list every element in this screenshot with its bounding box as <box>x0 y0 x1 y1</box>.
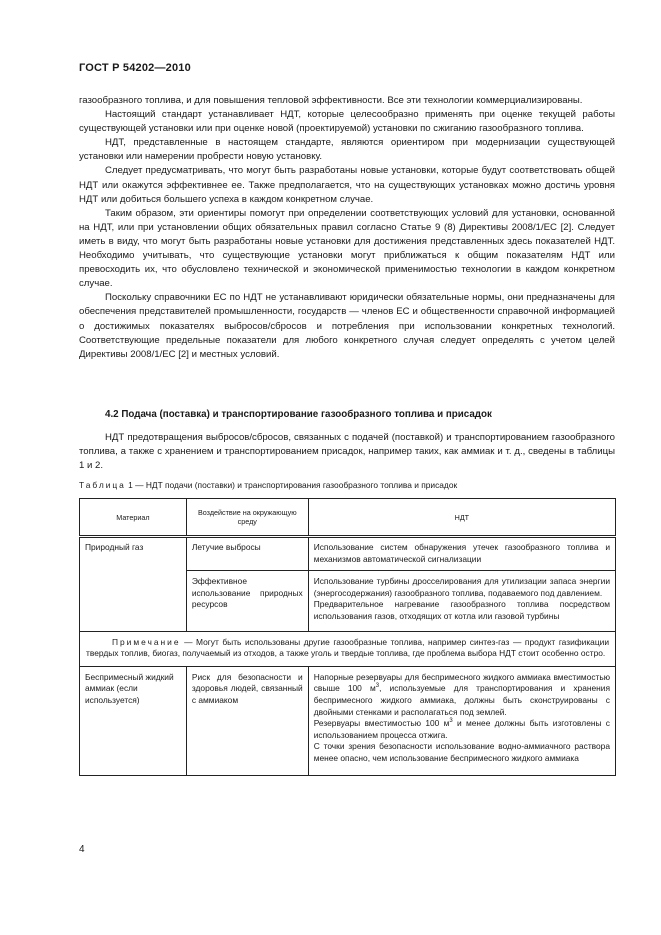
table-row-gas-1 <box>80 537 616 571</box>
header-material: Материал <box>80 499 187 537</box>
header-ndt: НДТ <box>308 499 615 537</box>
paragraph-new-installations: Следует предусматривать, что могут быть разработаны новые установки, которые будут соответствовать общей НДТ или окажутся эффективнее ее. Также предполагается, что на существующих установках можно достичь уровня НДТ или добиться большего успеха в каждом конкретном случае. <box>79 165 615 205</box>
cell-gas-impact-2: Эффективное использование природных ресурсов <box>186 571 308 631</box>
paragraph-ndt-guideline: НДТ, представленные в настоящем стандарте, являются ориентиром при модернизации существующей установки или намерении пробрести новую установку. <box>79 137 615 163</box>
paragraph-continuation: газообразного топлива, и для повышения тепловой эффективности. Все эти технологии коммерциализированы. <box>79 95 583 106</box>
cell-ammonia-impact: Риск для безопасности и здоровья людей, связанный с аммиаком <box>186 666 308 775</box>
table-caption-label: Таблица <box>79 480 126 490</box>
section-text <box>79 431 615 473</box>
cell-gas-material: Природный газ <box>80 537 187 632</box>
section-heading: 4.2 Подача (поставка) и транспортирование газообразного топлива и присадок <box>105 409 492 420</box>
ammonia-ndt-b-sup: 3 <box>449 718 453 725</box>
cell-gas-ndt-1: Использование систем обнаружения утечек газообразного топлива и механизмов автоматической сигнализации <box>308 537 615 571</box>
document-header: ГОСТ Р 54202—2010 <box>79 62 191 74</box>
paragraph-standard-scope: Настоящий стандарт устанавливает НДТ, которые целесообразно применять при оценке текущей работы существующей установки или при оценке новой (проектируемой) установки по сжиганию газообразного топлива. <box>79 109 615 135</box>
ammonia-ndt-b-text-end: и менее должны быть изготовлены с использованием процесса отжига. <box>313 718 610 740</box>
table-note <box>80 631 616 666</box>
table-row-ammonia <box>80 666 616 775</box>
ammonia-ndt-a-text-end: , используемые для транспортирования и хранения беспримесного жидкого аммиака, должны быть сконструированы с двойными стенками и располагаться под землей. <box>313 683 610 717</box>
ammonia-ndt-solution: С точки зрения безопасности использование водно-аммиачного раствора менее опасно, чем использование беспримесного жидкого аммиака <box>313 741 610 763</box>
paragraph-conditions: Таким образом, эти ориентиры помогут при определении соответствующих условий для установки, основанной на НДТ, или при установлении общих обязательных правил согласно Статье 9 (8) Директивы 2008/1/ЕС [2]. Следует иметь в виду, что могут быть разработаны новые установки для достижения представленных здесь показателей НДТ. Необходимо учитывать, что существующие установки могут приближаться к общим показателям НДТ или превосходить их, что обусловлено технической и экономической применимостью технологии в каждом конкретном случае. <box>79 207 615 290</box>
gas-ndt-preheating: Предварительное нагревание газообразного топлива посредством использования газов, отходящих от котла или газовой турбины <box>313 599 610 621</box>
table-header-row <box>80 499 616 537</box>
note-label: Примечание <box>112 636 181 647</box>
table-caption <box>79 480 457 490</box>
cell-gas-ndt-2 <box>308 571 615 631</box>
ndt-table <box>79 498 616 776</box>
ammonia-ndt-b-text: Резервуары вместимостью 100 м <box>313 718 450 729</box>
cell-ammonia-material: Беспримесный жидкий аммиак (если используется) <box>80 666 187 775</box>
cell-gas-impact-1: Летучие выбросы <box>186 537 308 571</box>
paragraph-eu-references: Поскольку справочники ЕС по НДТ не устанавливают юридически обязательные нормы, они предназначены для обеспечения представителей промышленности, государств — членов ЕС и общественности справочной информацией о достижимых показателях выбросов/сбросов и потребления при использовании конкретных технологий. Соответствующие предельные показатели для любого конкретного случая следует определять с учетом целей Директивы 2008/1/ЕС [2] и местных условий. <box>79 292 615 360</box>
gas-ndt-turbine: Использование турбины дросселирования для утилизации запаса энергии (энергосодержания) газообразного топлива, подаваемого под давлением. <box>313 576 610 598</box>
intro-text <box>79 94 615 362</box>
table-caption-text: 1 — НДТ подачи (поставки) и транспортирования газообразного топлива и присадок <box>128 480 458 490</box>
cell-ammonia-ndt <box>308 666 615 775</box>
ammonia-ndt-a-sup: 3 <box>375 683 380 690</box>
page-number: 4 <box>79 844 85 855</box>
ammonia-ndt-pressure-tanks <box>314 672 610 718</box>
table-row-note <box>80 631 616 666</box>
header-impact: Воздействие на окружающую среду <box>186 499 308 537</box>
ammonia-ndt-a-text: Напорные резервуары для беспримесного жидкого аммиака вместимостью свыше 100 м <box>313 671 610 694</box>
note-text: — Могут быть использованы другие газообразные топлива, например синтез-газ — продукт газификации твердых топлив, биогаз, получаемый из отходов, а также уголь и твердые топлива, где проблема выбора НДТ стоит особенно остро. <box>86 636 609 659</box>
ammonia-ndt-small-tanks <box>314 718 610 741</box>
section-paragraph: НДТ предотвращения выбросов/сбросов, связанных с подачей (поставкой) и транспортированием газообразного топлива, а также с хранением и транспортированием присадок, например таких, как аммиак и т. д., сведены в таблицы 1 и 2. <box>79 432 615 472</box>
